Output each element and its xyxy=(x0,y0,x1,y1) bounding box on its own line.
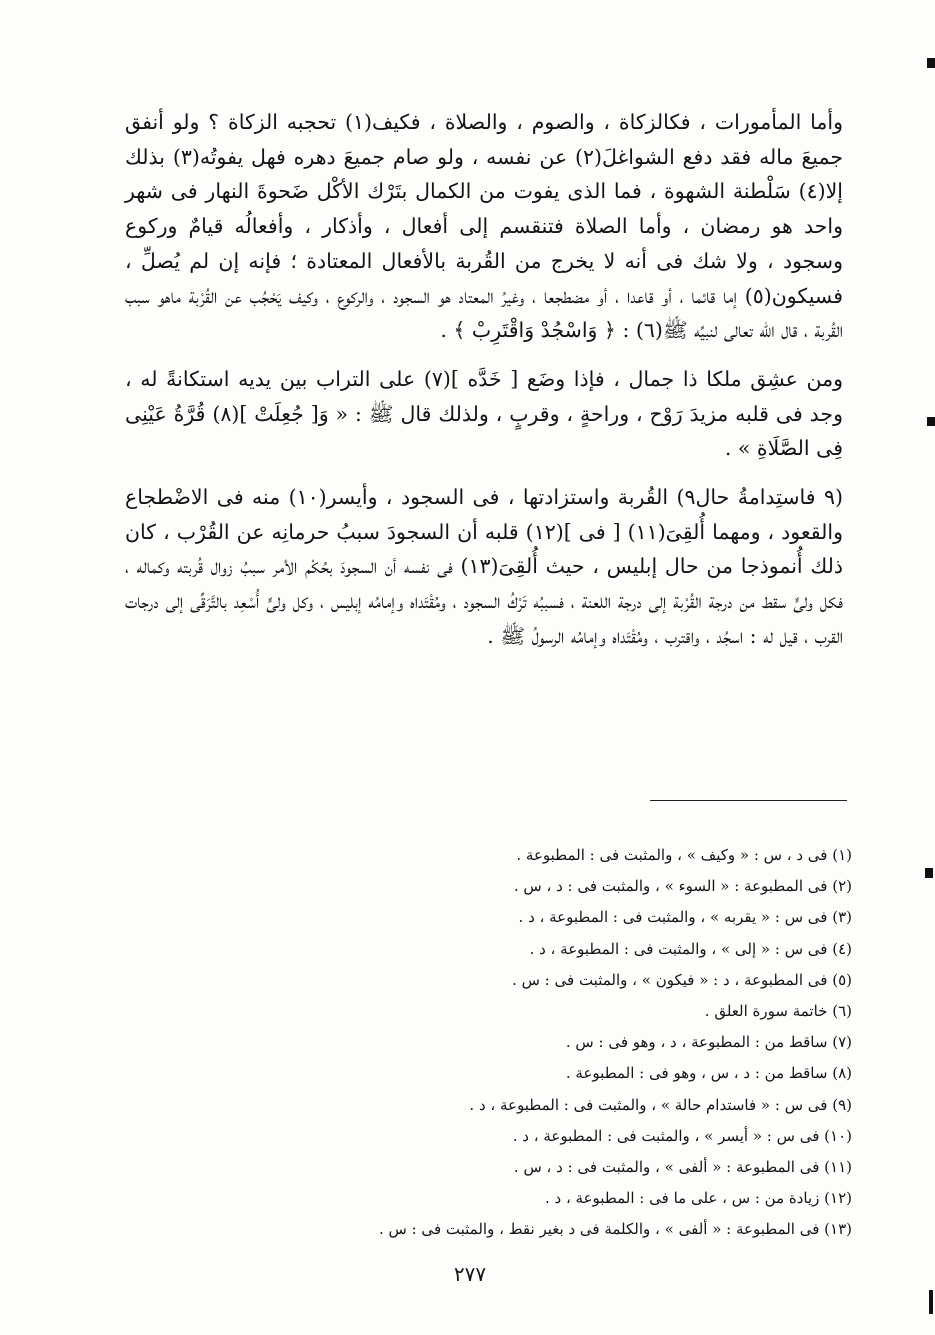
footnote: (٩) فى س : « فاستدام حالة » ، والمثبت فى : المطبوعة ، د . xyxy=(469,1095,852,1114)
footnote: (١١) فى المطبوعة : « ألفى » ، والمثبت فى : د ، س . xyxy=(513,1158,852,1177)
margin-mark-middle xyxy=(927,417,935,426)
footnote: (٤) فى س : « إلى » ، والمثبت فى : المطبوعة ، د . xyxy=(529,939,852,958)
footnote: (١) فى د ، س : « وكيف » ، والمثبت فى : المطبوعة . xyxy=(516,846,852,864)
margin-mark-top xyxy=(927,58,935,68)
footnote: (٧) ساقط من : المطبوعة ، د ، وهو فى : س . xyxy=(565,1033,852,1052)
footnote: (٥) فى المطبوعة ، د : « فيكون » ، والمثبت فى : س . xyxy=(512,970,852,989)
footnote: (٨) ساقط من : د ، س ، وهو فى : المطبوعة . xyxy=(565,1064,852,1083)
paragraph: ومن عشِق ملكا ذا جمال ، فإذا وضَع [ خَدَّه ](٧) على التراب بين يديه استكانةً له ، وجد فى قلبه مزيدَ رَوْح ، وراحةٍ ، وقربٍ ، ولذلك قال ﷺ : « وَ[ جُعِلَتْ ](٨) قُرَّةُ عَيْنِى فِى الصَّلَاةِ » . xyxy=(125,366,843,461)
page-number: ٢٧٧ xyxy=(453,1262,487,1286)
margin-mark-bottom xyxy=(929,1290,933,1314)
footnote: (٣) فى س : « يقربه » ، والمثبت فى : المطبوعة ، د . xyxy=(518,908,852,927)
footnote: (١٢) زيادة من : س ، على ما فى : المطبوعة ، د . xyxy=(544,1189,852,1208)
footnote: (٦) خاتمة سورة العلق . xyxy=(704,1002,852,1021)
footnote: (٢) فى المطبوعة : « السوء » ، والمثبت فى : د ، س . xyxy=(513,877,852,896)
main-text xyxy=(125,105,843,654)
footnote: (١٣) فى المطبوعة : « ألفى » ، والكلمة فى د بغير نقط ، والمثبت فى : س . xyxy=(379,1220,852,1239)
paragraph: وأما المأمورات ، فكالزكاة ، والصوم ، والصلاة ، فكيف(١) تحجبه الزكاة ؟ ولو أنفق جميعَ ماله فقد دفع الشواغلَ(٢) عن نفسه ، ولو صام جميعَ دهره فهل يفوتُه(٣) بذلك إلا(٤) سَلْطنة الشهوة ، فما الذى يفوت من الكمال بتَرْك الأكْل ضَحوةَ النهار فى شهر واحد هو رمضان ، وأما الصلاة فتنقسم إلى أفعال ، وأذكار ، وأفعالُه قيامٌ وركوع وسجود ، ولا شك فى أنه لا يخرج من القُربة بالأفعال المعتادة ؛ فإنه إن لم يُصلِّ ، فسيكون(٥) إما قائما ، أو قاعدا ، أو مضطجعا ، وغيرُ المعتاد هو السجود ، والركوع ، وكيف يَحْجُب عن القُرْبة ماهو سبب القُربة ، قال الله تعالى لنبيِّه ﷺ(٦) : ﴿ وَاسْجُدْ وَاقْتَرِبْ ﴾ . xyxy=(125,110,843,343)
footnote: (١٠) فى س : « أيسر » ، والمثبت فى : المطبوعة ، د . xyxy=(512,1126,852,1145)
margin-mark-lower xyxy=(925,868,933,878)
paragraph: (٩ فاستِدامةُ حال٩) القُربة واستزادتها ، فى السجود ، وأيسر(١٠) منه فى الاضْطجاع والقعود ، ومهما أُلقِىَ(١١) [ فى ](١٢) قلبه أن السجودَ سببُ حرمانِه عن القُرْب ، كان ذلك أُنموذجا من حال إبليس ، حيث أُلقِىَ(١٣) فى نفسه أن السجودَ بحُكْم الأمر سببُ زوال قُربته وكماله ، فكل ولىٍّ سقط من درجة القُرْبة إلى درجة اللعنة ، فسببُه تَرْكُ السجود ، ومُقْتَداه وإمامُه إبليس ، وكل ولىٍّ أُسْعِد بالتَّرَقِّى إلى درجات القرب ، قيل له : اسجُد ، واقترب ، ومُقْتَداه وإمامُه الرسولُ ﷺ . xyxy=(125,485,843,648)
footnote-separator xyxy=(650,800,847,801)
footnotes xyxy=(360,840,852,1246)
